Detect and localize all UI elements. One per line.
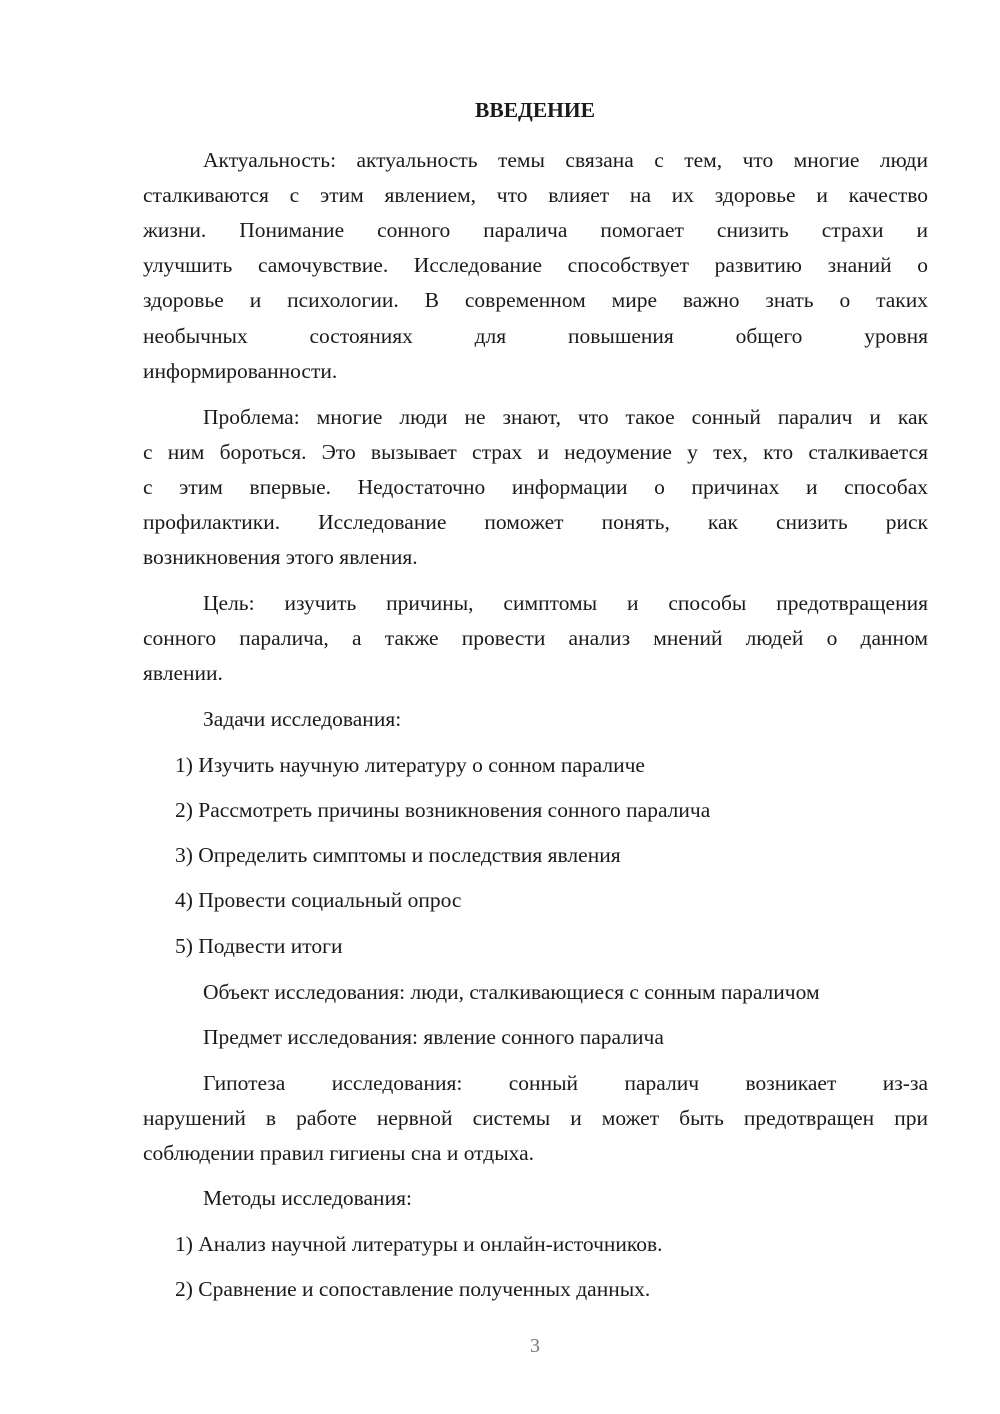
relevance-paragraph-line: необычных состояниях для повышения общего уровня <box>143 323 928 348</box>
problem-paragraph-line: с ним бороться. Это вызывает страх и недоумение у тех, кто сталкивается <box>143 439 928 464</box>
relevance-paragraph-line: Актуальность: актуальность темы связана с тем, что многие люди <box>203 147 928 172</box>
problem-paragraph-line: с этим впервые. Недостаточно информации о причинах и способах <box>143 474 928 499</box>
relevance-paragraph-line: здоровье и психологии. В современном мире важно знать о таких <box>143 287 928 312</box>
tasks-heading: Задачи исследования: <box>203 706 402 731</box>
problem-paragraph-line: Проблема: многие люди не знают, что такое сонный паралич и как <box>203 404 928 429</box>
relevance-paragraph-line: сталкиваются с этим явлением, что влияет на их здоровье и качество <box>143 182 928 207</box>
goal-paragraph-line: явлении. <box>143 660 223 685</box>
goal-paragraph-line: Цель: изучить причины, симптомы и способы предотвращения <box>203 590 928 615</box>
page-number: 3 <box>530 1334 540 1357</box>
task-item: 5) Подвести итоги <box>175 933 343 958</box>
problem-paragraph-line: профилактики. Исследование поможет понять, как снизить риск <box>143 509 928 534</box>
hypothesis-paragraph-line: соблюдении правил гигиены сна и отдыха. <box>143 1140 535 1165</box>
hypothesis-paragraph-line: нарушений в работе нервной системы и может быть предотвращен при <box>143 1105 928 1130</box>
research-object: Объект исследования: люди, сталкивающиеся с сонным параличом <box>203 979 820 1004</box>
method-item: 1) Анализ научной литературы и онлайн-источников. <box>175 1231 663 1256</box>
task-item: 3) Определить симптомы и последствия явления <box>175 842 621 867</box>
hypothesis-paragraph-line: Гипотеза исследования: сонный паралич возникает из-за <box>203 1070 928 1095</box>
problem-paragraph-line: возникновения этого явления. <box>143 544 418 569</box>
methods-heading: Методы исследования: <box>203 1185 412 1210</box>
task-item: 4) Провести социальный опрос <box>175 887 462 912</box>
task-item: 2) Рассмотреть причины возникновения сонного паралича <box>175 797 711 822</box>
relevance-paragraph-line: информированности. <box>143 358 338 383</box>
goal-paragraph-line: сонного паралича, а также провести анализ мнений людей о данном <box>143 625 928 650</box>
research-subject: Предмет исследования: явление сонного паралича <box>203 1024 664 1049</box>
method-item: 2) Сравнение и сопоставление полученных данных. <box>175 1276 651 1301</box>
relevance-paragraph-line: улучшить самочувствие. Исследование способствует развитию знаний о <box>143 252 928 277</box>
section-title: ВВЕДЕНИЕ <box>475 97 595 122</box>
task-item: 1) Изучить научную литературу о сонном параличе <box>175 752 645 777</box>
relevance-paragraph-line: жизни. Понимание сонного паралича помогает снизить страхи и <box>143 217 928 242</box>
